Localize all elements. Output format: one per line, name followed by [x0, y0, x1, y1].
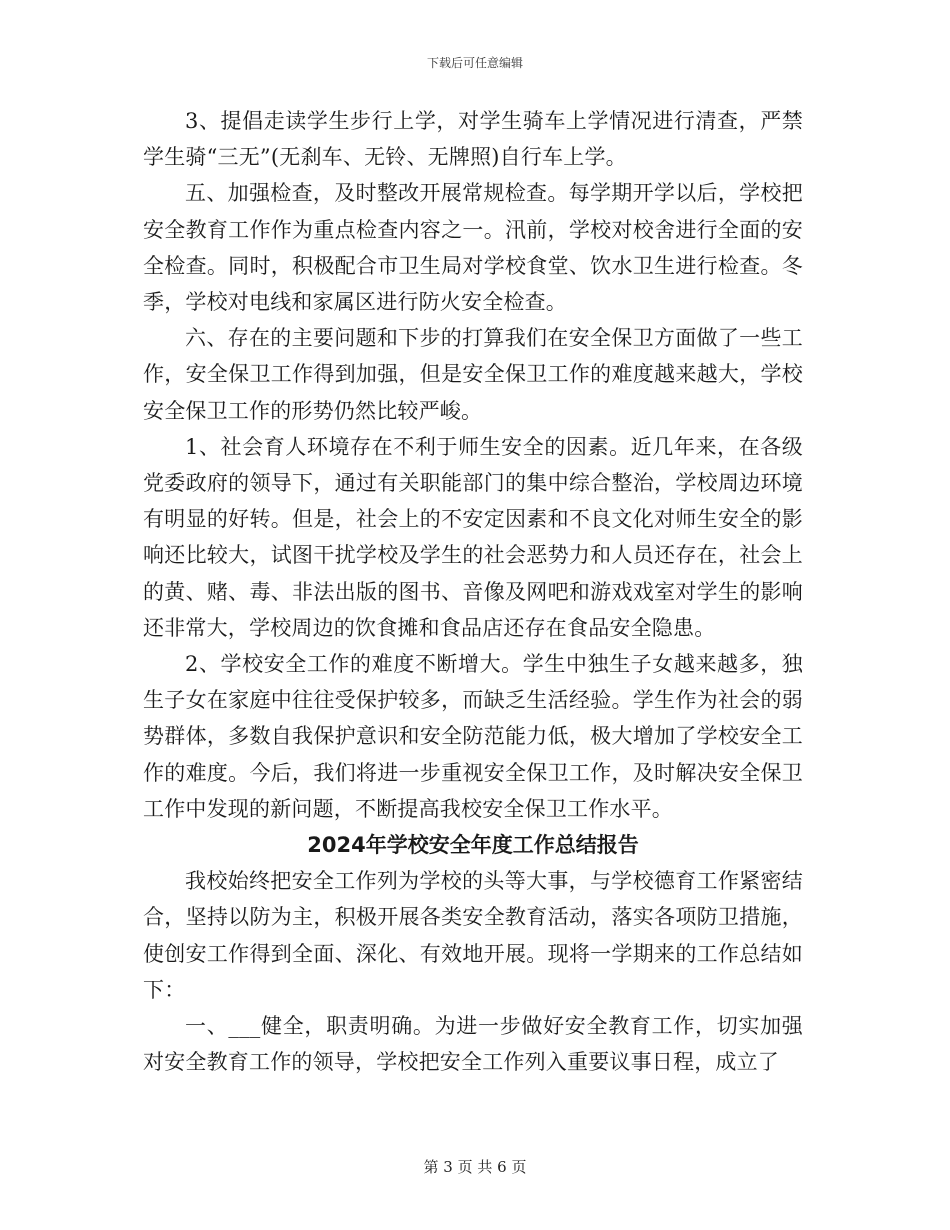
page-number: 第 3 页 共 6 页	[423, 1158, 527, 1176]
paragraph-section-6: 六、存在的主要问题和下步的打算我们在安全保卫方面做了一些工作，安全保卫工作得到加强，但是安全保卫工作的难度越来越大，学校安全保卫工作的形势仍然比较严峻。	[143, 326, 803, 423]
paragraph-issue-2: 2、学校安全工作的难度不断增大。学生中独生子女越来越多，独生子女在家庭中往往受保护较多，而缺乏生活经验。学生作为社会的弱势群体，多数自我保护意识和安全防范能力低，极大增加了学校安全工作的难度。今后，我们将进一步重视安全保卫工作，及时解决安全保卫工作中发现的新问题，不断提高我校安全保卫工作水平。	[143, 652, 803, 821]
paragraph-issue-1: 1、社会育人环境存在不利于师生安全的因素。近几年来，在各级党委政府的领导下，通过有关职能部门的集中综合整治，学校周边环境有明显的好转。但是，社会上的不安定因素和不良文化对师生安全的影响还比较大，试图干扰学校及学生的社会恶势力和人员还存在，社会上的黄、赌、毒、非法出版的图书、音像及网吧和游戏戏室对学生的影响还非常大，学校周边的饮食摊和食品店还存在食品安全隐患。	[143, 434, 803, 640]
paragraph-intro: 我校始终把安全工作列为学校的头等大事，与学校德育工作紧密结合，坚持以防为主，积极开展各类安全教育活动，落实各项防卫措施，使创安工作得到全面、深化、有效地开展。现将一学期来的工作总结如下：	[143, 869, 803, 1002]
report-title: 2024年学校安全年度工作总结报告	[307, 833, 639, 858]
paragraph-section-1: 一、___健全，职责明确。为进一步做好安全教育工作，切实加强对安全教育工作的领导，学校把安全工作列入重要议事日程，成立了	[143, 1014, 803, 1075]
document-body	[143, 103, 803, 1080]
paragraph-section-5: 五、加强检查，及时整改开展常规检查。每学期开学以后，学校把安全教育工作作为重点检查内容之一。汛前，学校对校舍进行全面的安全检查。同时，积极配合市卫生局对学校食堂、饮水卫生进行检查。冬季，学校对电线和家属区进行防火安全检查。	[143, 181, 803, 315]
paragraph-item-3: 3、提倡走读学生步行上学，对学生骑车上学情况进行清查，严禁学生骑“三无”(无刹车、无铃、无牌照)自行车上学。	[143, 109, 803, 170]
page-header: 下载后可任意编辑	[426, 56, 523, 70]
